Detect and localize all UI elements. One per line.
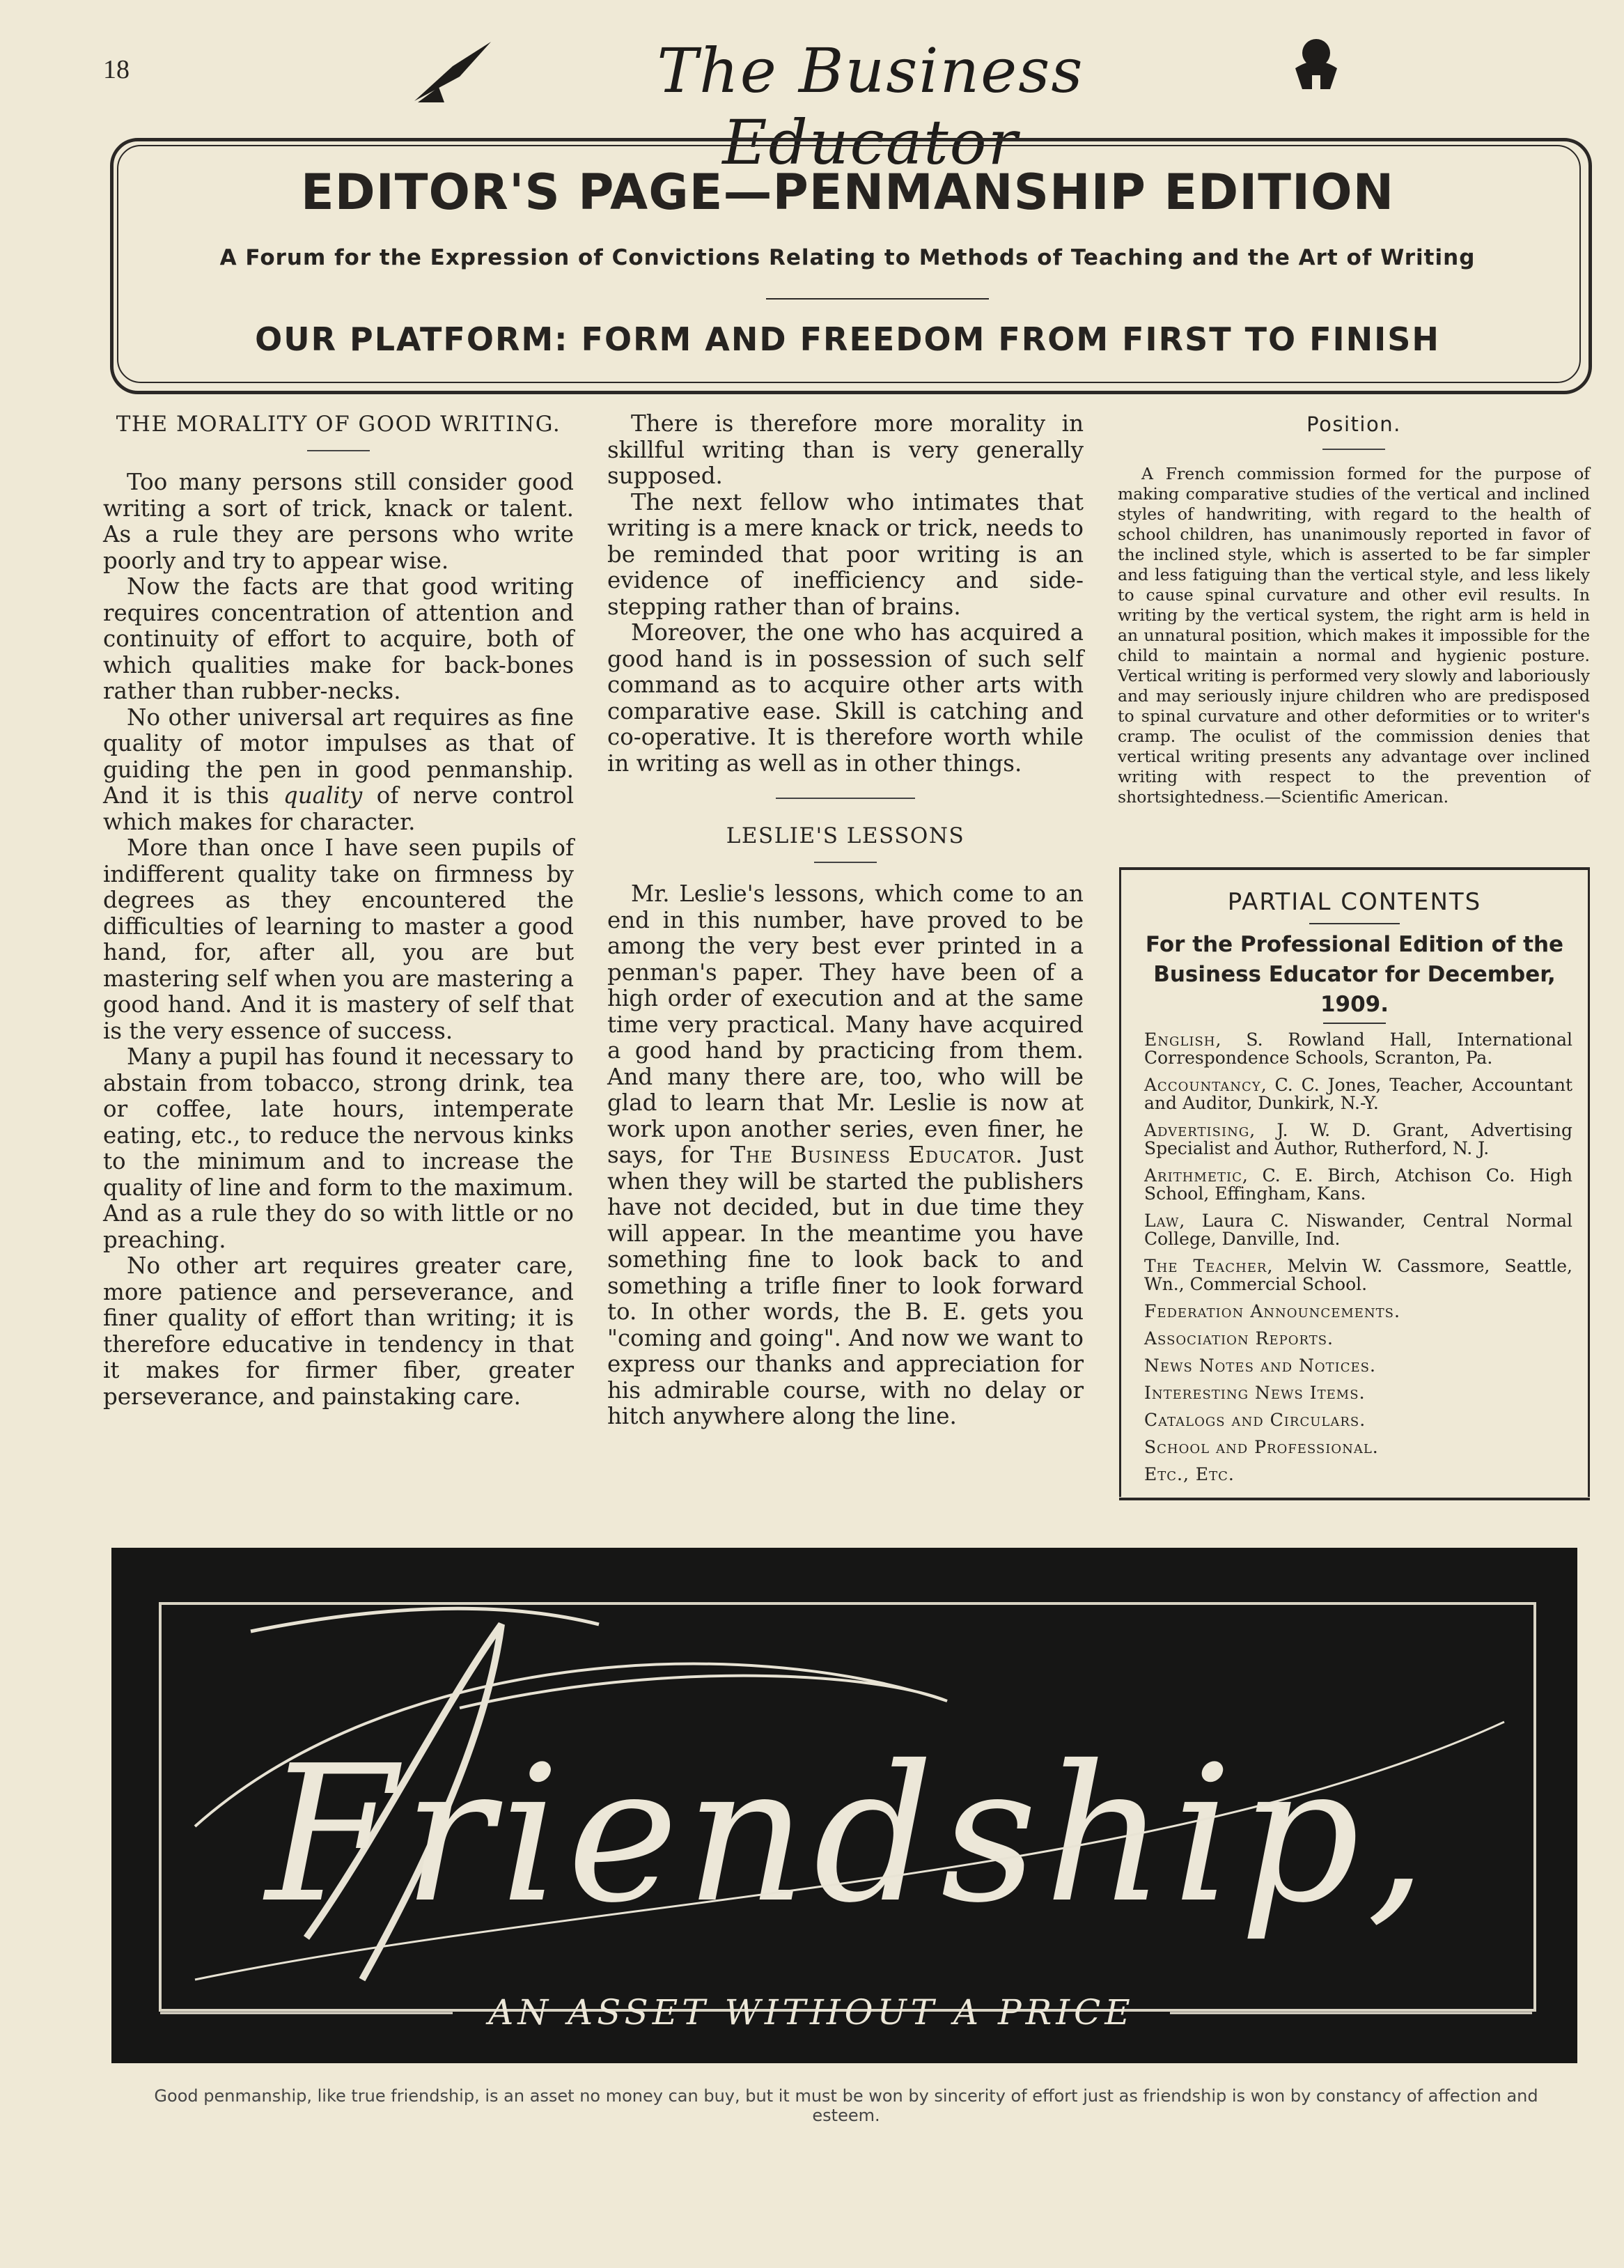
partial-contents-rule <box>1323 1023 1386 1024</box>
list-item <box>1144 1303 1572 1321</box>
column-2 <box>607 411 1084 1430</box>
paragraph: Now the facts are that good writing requires concentration of attention and continuity of effort to acquire, both of which qualities make for back-bones rather than rubber-necks. <box>103 573 574 704</box>
section-rule <box>776 798 915 799</box>
list-item-subject: Federation Announcements. <box>1144 1301 1400 1321</box>
list-item-subject: Interesting News Items. <box>1144 1383 1366 1403</box>
article-heading-leslie: LESLIE'S LESSONS <box>726 823 965 848</box>
list-item-subject: Arithmetic <box>1144 1165 1242 1186</box>
partial-contents-box-bottom <box>1119 1498 1590 1500</box>
list-item <box>1144 1330 1572 1348</box>
masthead-title: The Business Educator <box>657 35 1084 178</box>
partial-contents-rule <box>1309 923 1400 924</box>
paper-name: The Business Educator <box>730 1142 1016 1168</box>
editor-page-title: EDITOR'S PAGE—PENMANSHIP EDITION <box>300 164 1395 221</box>
list-item-detail: , S. Rowland Hall, International Correspondence Schools, Scranton, Pa. <box>1144 1030 1572 1068</box>
list-item-detail: , C. E. Birch, Atchison Co. High School, Effingham, Kans. <box>1144 1165 1572 1204</box>
list-item-subject: School and Professional. <box>1144 1437 1379 1457</box>
list-item <box>1144 1212 1572 1248</box>
editor-platform: OUR PLATFORM: FORM AND FREEDOM FROM FIRST TO FINISH <box>255 320 1440 358</box>
list-item-subject: The Teacher <box>1144 1256 1267 1276</box>
list-item-detail: , J. W. D. Grant, Advertising Specialist and Author, Rutherford, N. J. <box>1144 1120 1572 1158</box>
paragraph: Too many persons still consider good writing a sort of trick, knack or talent. As a rule they are persons who write poorly and try to appear wise. <box>103 469 574 574</box>
paragraph-text: of nerve control which makes for character. <box>103 782 574 835</box>
paragraph-text: No other universal art requires as fine quality of motor impulses as that of guiding the pen in good penmanship. And it is this <box>103 704 574 809</box>
paragraph: The next fellow who intimates that writing is a mere knack or trick, needs to be reminded that poor writing is an evidence of inefficiency and side-stepping rather than of brains. <box>607 488 1084 620</box>
page-number: 18 <box>103 55 130 84</box>
partial-contents-list <box>1144 1031 1572 1493</box>
editor-page-subtitle: A Forum for the Expression of Convictions Relating to Methods of Teaching and the Art of Writing <box>219 245 1476 270</box>
list-item <box>1144 1257 1572 1294</box>
paragraph: Many a pupil has found it necessary to abstain from tobacco, strong drink, tea or coffee, late hours, intemperate eating, etc., to reduce the nervous kinks to the minimum and to increase the quality of line and form to the maximum. And as a rule they do so with little or no preaching. <box>103 1043 574 1253</box>
editor-divider <box>766 298 989 300</box>
list-item-subject: News Notes and Notices. <box>1144 1356 1376 1376</box>
paragraph-text: Mr. Leslie's lessons, which come to an end in this number, have proved to be among the very best ever printed in a penman's paper. They have been of a high order of execution and at the same time very practical. Many have acquired a good hand by practicing from them. And many there are, too, who will be glad to learn that Mr. Leslie is now at work upon another series, even finer, he says, for <box>607 880 1084 1168</box>
list-item-subject: Accountancy <box>1144 1075 1261 1095</box>
list-item <box>1144 1076 1572 1112</box>
article-heading-morality: THE MORALITY OF GOOD WRITING. <box>116 412 561 437</box>
banner-script-art <box>111 1548 1577 2063</box>
list-item-detail: , Melvin W. Cassmore, Seattle, Wn., Commercial School. <box>1144 1256 1572 1294</box>
ornament-icon <box>1288 33 1344 96</box>
banner-tagline: AN ASSET WITHOUT A PRICE <box>488 1992 1134 2033</box>
paragraph: No other art requires greater care, more patience and perseverance, and finer quality of effort than writing; it is therefore educative in tendency in that it makes for firmer fiber, greater perseverance, and painstaking care. <box>103 1252 574 1410</box>
list-item <box>1144 1357 1572 1375</box>
list-item-detail: , C. C. Jones, Teacher, Accountant and Auditor, Dunkirk, N.-Y. <box>1144 1075 1572 1113</box>
list-item-subject: Law <box>1144 1211 1180 1231</box>
italic-word: quality <box>283 782 363 809</box>
list-item-subject: Catalogs and Circulars. <box>1144 1410 1366 1430</box>
heading-rule <box>814 862 877 863</box>
paragraph: There is therefore more morality in skillful writing than is very generally supposed. <box>607 410 1084 489</box>
list-item-subject: Advertising <box>1144 1120 1250 1140</box>
list-item <box>1144 1384 1572 1402</box>
paragraph <box>607 881 1084 1430</box>
partial-contents-subtitle: For the Professional Edition of the Business Educator for December, 1909. <box>1145 932 1564 1017</box>
list-item-subject: Association Reports. <box>1144 1328 1334 1349</box>
list-item <box>1144 1167 1572 1203</box>
heading-rule <box>1322 449 1385 450</box>
partial-contents-title: PARTIAL CONTENTS <box>1227 888 1482 916</box>
list-item <box>1144 1031 1572 1067</box>
list-item-subject: English <box>1144 1030 1216 1050</box>
list-item <box>1144 1438 1572 1457</box>
paragraph: A French commission formed for the purpose of making comparative studies of the vertical and inclined styles of handwriting, with regard to the health of school children, has unanimously reported in favor of the inclined style, which is asserted to be far simpler and less fatiguing than the vertical style, and less likely to cause spinal curvature and other evil results. In writing by the vertical system, the right arm is held in an unnatural position, which makes it impossible for the child to maintain a normal and hygienic posture. Vertical writing is performed very slowly and laboriously and may seriously injure children who are predisposed to spinal curvature and other deformities or to writer's cramp. The oculist of the commission denies that vertical writing presents any advantage over inclined writing with respect to the prevention of shortsightedness.—Scientific American. <box>1118 464 1590 807</box>
paragraph: Moreover, the one who has acquired a good hand is in possession of such self command as to acquire other arts with comparative ease. Skill is catching and co-operative. It is therefore worth while in writing as well as in other things. <box>607 619 1084 777</box>
article-heading-position: Position. <box>1306 412 1401 436</box>
quill-icon <box>411 38 494 108</box>
list-item-subject: Etc., Etc. <box>1144 1464 1235 1484</box>
banner-word: Friendship, <box>265 1725 1434 1944</box>
list-item <box>1144 1121 1572 1158</box>
list-item-detail: , Laura C. Niswander, Central Normal College, Danville, Ind. <box>1144 1211 1572 1249</box>
paragraph-text: . Just when they will be started the publishers have not decided, but in due time they will appear. In the meantime you have something fine to look back to and something a trifle finer to look forward to. In other words, the B. E. gets you "coming and going". And now we want to express our thanks and appreciation for his admirable course, with no delay or hitch anywhere along the line. <box>607 1142 1084 1429</box>
column-1 <box>103 411 574 1410</box>
list-item <box>1144 1466 1572 1484</box>
banner-caption: Good penmanship, like true friendship, is an asset no money can buy, but it must be won by sincerity of effort just as friendship is won by constancy of affection and esteem. <box>154 2086 1538 2125</box>
paragraph: More than once I have seen pupils of indifferent quality take on firmness by degrees as they encountered the difficulties of learning to master a good hand, for, after all, you are but mastering self when you are mastering a good hand. And it is mastery of self that is the very essence of success. <box>103 834 574 1044</box>
heading-rule <box>307 450 370 451</box>
list-item <box>1144 1411 1572 1429</box>
column-3 <box>1118 411 1590 807</box>
paragraph <box>103 705 574 836</box>
